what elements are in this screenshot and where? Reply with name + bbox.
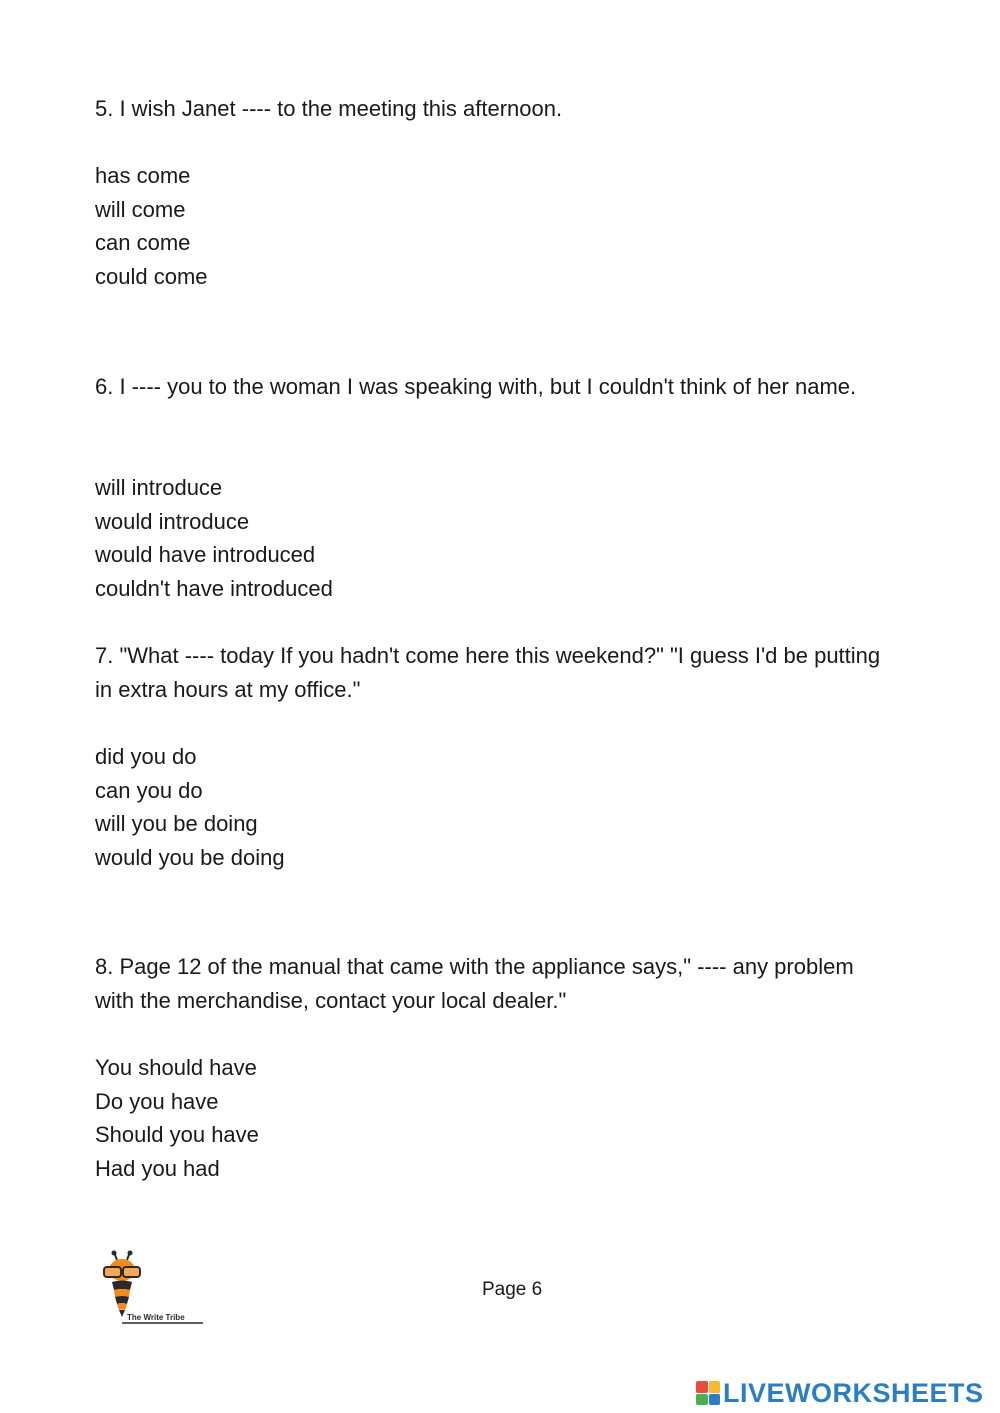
question-5-option-c[interactable]: can come — [95, 230, 191, 255]
question-6-text: 6. I ---- you to the woman I was speaking with, but I couldn't think of her name. — [95, 374, 857, 399]
question-8-options — [95, 1051, 259, 1185]
question-8-option-d[interactable]: Had you had — [95, 1155, 220, 1181]
question-5-option-d[interactable]: could come — [95, 263, 208, 289]
question-5-option-b[interactable]: will come — [95, 196, 186, 222]
liveworksheets-wordmark: LIVEWORKSHEETS — [723, 1377, 984, 1408]
question-7-option-c[interactable]: will you be doing — [95, 811, 258, 836]
logo-text: The Write Tribe — [127, 1313, 185, 1322]
question-5-options — [95, 159, 208, 293]
question-8-option-b[interactable]: Do you have — [95, 1088, 219, 1114]
question-5-text: 5. I wish Janet ---- to the meeting this afternoon. — [95, 96, 563, 121]
question-7-option-a[interactable]: did you do — [95, 744, 197, 769]
question-7-text: 7. "What ---- today If you hadn't come here this weekend?" "I guess I'd be putting in extra hours at my office." — [95, 643, 881, 702]
question-6-option-b[interactable]: would introduce — [95, 508, 250, 534]
question-6-option-d[interactable]: couldn't have introduced — [95, 575, 333, 601]
question-6-option-a[interactable]: will introduce — [95, 475, 223, 500]
question-5-option-a[interactable]: has come — [95, 163, 191, 188]
liveworksheets-logo-icon — [696, 1381, 720, 1405]
question-8-text: 8. Page 12 of the manual that came with the appliance says," ---- any problem with the merchandise, contact your local dealer." — [95, 954, 854, 1013]
question-6-options — [95, 471, 333, 605]
page-number: Page 6 — [482, 1279, 543, 1300]
liveworksheets-brand — [696, 1376, 984, 1410]
write-tribe-logo — [100, 1250, 210, 1328]
question-6-option-c[interactable]: would have introduced — [95, 542, 316, 567]
question-7-options — [95, 740, 285, 874]
question-8-option-a[interactable]: You should have — [95, 1055, 257, 1080]
question-7-option-d[interactable]: would you be doing — [95, 844, 285, 870]
question-7-option-b[interactable]: can you do — [95, 777, 203, 803]
question-8-option-c[interactable]: Should you have — [95, 1122, 259, 1147]
bee-icon — [100, 1250, 210, 1328]
